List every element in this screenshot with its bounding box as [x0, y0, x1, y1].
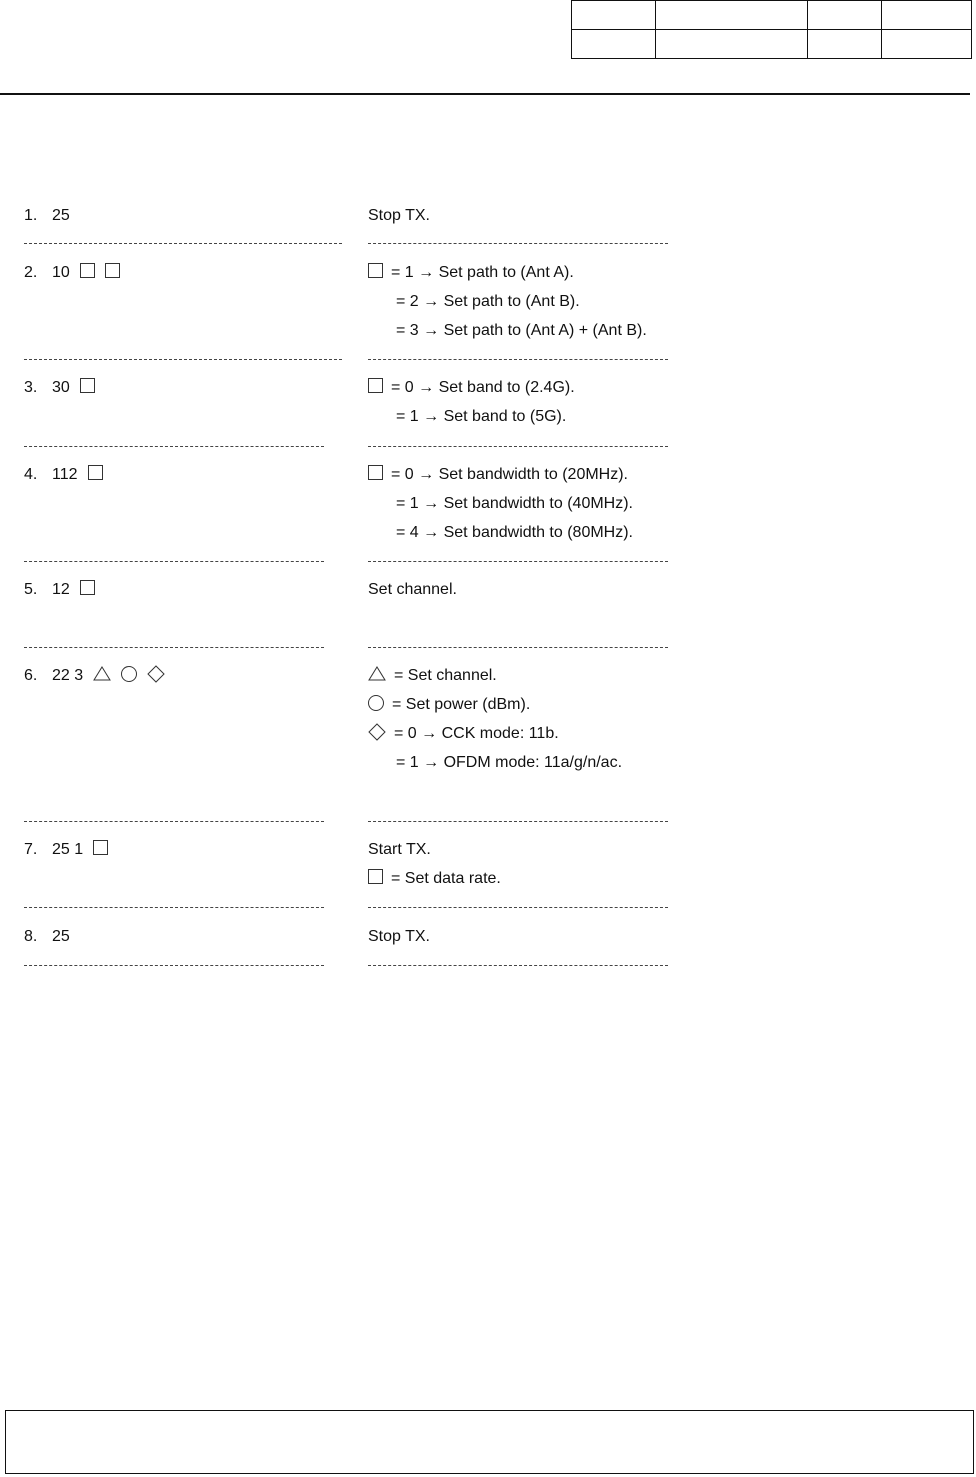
circle-placeholder-icon — [368, 695, 384, 711]
description-text: = Set power (dBm). — [392, 696, 531, 713]
square-placeholder-icon — [368, 263, 383, 278]
separator-left — [24, 907, 324, 908]
separator-left — [24, 561, 324, 562]
square-placeholder-icon — [80, 263, 95, 278]
command-code: 10 — [52, 264, 70, 281]
separator-right — [368, 446, 668, 447]
diamond-placeholder-icon — [368, 723, 386, 741]
header-cell — [656, 1, 808, 30]
separator-right — [368, 647, 668, 648]
separator-right — [368, 965, 668, 966]
description-line — [368, 373, 788, 402]
header-cell — [882, 1, 972, 30]
step-number: 3. — [24, 379, 38, 396]
description-text: = Set channel. — [394, 667, 497, 684]
header-table-row — [572, 1, 972, 30]
step-description — [368, 460, 788, 547]
step-command — [24, 460, 103, 489]
description-text: = 0 → Set bandwidth to (20MHz). — [391, 466, 628, 483]
square-placeholder-icon — [93, 840, 108, 855]
step-command — [24, 373, 95, 402]
description-line — [368, 518, 788, 547]
separator-right — [368, 359, 668, 360]
step-number: 1. — [24, 207, 38, 224]
step-number: 7. — [24, 841, 38, 858]
triangle-placeholder-icon — [368, 666, 386, 681]
description-line — [368, 258, 788, 287]
header-cell — [572, 1, 656, 30]
step-command — [24, 835, 108, 864]
description-line — [368, 287, 788, 316]
description-text: = 1 → Set path to (Ant A). — [391, 264, 574, 281]
description-line — [368, 402, 788, 431]
command-code: 30 — [52, 379, 70, 396]
header-cell — [808, 30, 882, 59]
description-line — [368, 922, 788, 951]
separator-left — [24, 243, 342, 244]
description-line — [368, 690, 788, 719]
description-line — [368, 835, 788, 864]
step-number: 6. — [24, 667, 38, 684]
header-cell — [882, 30, 972, 59]
description-text: = 1 → Set band to (5G). — [396, 408, 567, 425]
step-number: 8. — [24, 928, 38, 945]
description-text: = 1 → OFDM mode: 11a/g/n/ac. — [396, 754, 623, 771]
description-text: = 3 → Set path to (Ant A) + (Ant B). — [396, 322, 647, 339]
description-text: = 0 → Set band to (2.4G). — [391, 379, 575, 396]
description-text: Start TX. — [368, 841, 431, 858]
description-line — [368, 864, 788, 893]
description-line — [368, 719, 788, 748]
step-description — [368, 575, 788, 604]
square-placeholder-icon — [368, 869, 383, 884]
description-text: = 4 → Set bandwidth to (80MHz). — [396, 524, 633, 541]
separator-left — [24, 965, 324, 966]
command-code: 12 — [52, 581, 70, 598]
header-table-row — [572, 30, 972, 59]
step-command — [24, 922, 70, 951]
description-line — [368, 201, 788, 230]
step-description — [368, 922, 788, 951]
step-description — [368, 661, 788, 777]
header-rule — [0, 93, 970, 95]
footer-box — [5, 1410, 974, 1474]
triangle-placeholder-icon — [93, 666, 111, 681]
square-placeholder-icon — [80, 378, 95, 393]
step-command — [24, 201, 70, 230]
separator-left — [24, 647, 324, 648]
description-line — [368, 748, 788, 777]
description-text: Stop TX. — [368, 207, 430, 224]
diamond-placeholder-icon — [147, 665, 165, 683]
separator-left — [24, 359, 342, 360]
square-placeholder-icon — [80, 580, 95, 595]
step-command — [24, 258, 120, 287]
step-command — [24, 661, 165, 690]
description-text: = 1 → Set bandwidth to (40MHz). — [396, 495, 633, 512]
description-text: Stop TX. — [368, 928, 430, 945]
header-cell — [808, 1, 882, 30]
description-line — [368, 460, 788, 489]
description-line — [368, 489, 788, 518]
description-text: = 2 → Set path to (Ant B). — [396, 293, 580, 310]
step-number: 2. — [24, 264, 38, 281]
separator-right — [368, 907, 668, 908]
description-text: Set channel. — [368, 581, 457, 598]
step-description — [368, 201, 788, 230]
header-info-table — [571, 0, 972, 59]
command-code: 22 3 — [52, 667, 84, 684]
separator-right — [368, 821, 668, 822]
command-code: 25 — [52, 928, 70, 945]
separator-right — [368, 561, 668, 562]
command-code: 25 1 — [52, 841, 84, 858]
description-line — [368, 316, 788, 345]
step-description — [368, 373, 788, 431]
description-line — [368, 661, 788, 690]
command-code: 112 — [52, 466, 78, 483]
square-placeholder-icon — [368, 378, 383, 393]
step-command — [24, 575, 95, 604]
step-description — [368, 258, 788, 345]
square-placeholder-icon — [105, 263, 120, 278]
separator-right — [368, 243, 668, 244]
circle-placeholder-icon — [121, 666, 137, 682]
square-placeholder-icon — [88, 465, 103, 480]
step-number: 5. — [24, 581, 38, 598]
description-line — [368, 575, 788, 604]
square-placeholder-icon — [368, 465, 383, 480]
header-cell — [572, 30, 656, 59]
description-text: = Set data rate. — [391, 870, 501, 887]
command-code: 25 — [52, 207, 70, 224]
separator-left — [24, 446, 324, 447]
header-cell — [656, 30, 808, 59]
separator-left — [24, 821, 324, 822]
step-description — [368, 835, 788, 893]
description-text: = 0 → CCK mode: 11b. — [394, 725, 559, 742]
step-number: 4. — [24, 466, 38, 483]
